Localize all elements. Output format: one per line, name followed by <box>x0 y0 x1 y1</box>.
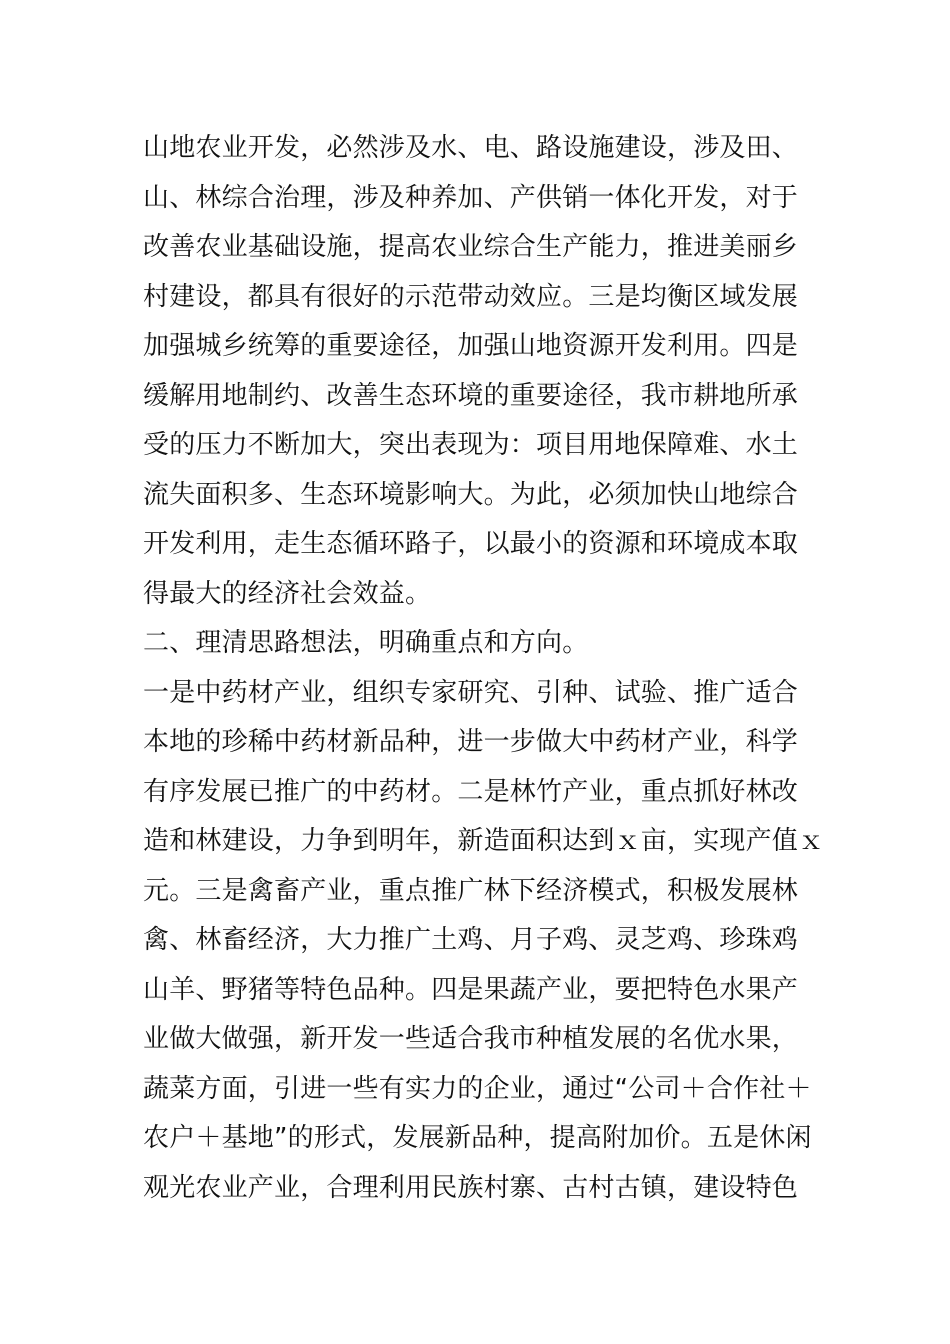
text-line: 山、林综合治理，涉及种养加、产供销一体化开发，对于 <box>143 182 799 213</box>
section-heading: 二、理清思路想法，明确重点和方向。 <box>143 628 589 658</box>
text-line: 流失面积多、生态环境影响大。为此，必须加快山地综合 <box>143 479 799 510</box>
text-line: 禽、林畜经济，大力推广土鸡、月子鸡、灵芝鸡、珍珠鸡 <box>143 925 799 955</box>
text-line: 山地农业开发，必然涉及水、电、路设施建设，涉及田、 <box>143 133 799 163</box>
text-line: 得最大的经济社会效益。 <box>143 578 432 609</box>
text-line: 改善农业基础设施，提高农业综合生产能力，推进美丽乡 <box>143 232 799 262</box>
text-line: 缓解用地制约、改善生态环境的重要途径，我市耕地所承 <box>143 380 799 411</box>
text-line: 一是中药材产业，组织专家研究、引种、试验、推广适合 <box>143 677 799 708</box>
text-line: 蔬菜方面，引进一些有实力的企业，通过“公司＋合作社＋ <box>143 1073 812 1104</box>
text-line: 本地的珍稀中药材新品种，进一步做大中药材产业，科学 <box>143 727 799 757</box>
text-line: 有序发展已推广的中药材。二是林竹产业，重点抓好林改 <box>143 776 799 807</box>
text-line: 受的压力不断加大，突出表现为：项目用地保障难、水土 <box>143 430 799 460</box>
text-line: 山羊、野猪等特色品种。四是果蔬产业，要把特色水果产 <box>143 974 799 1005</box>
text-line: 业做大做强，新开发一些适合我市种植发展的名优水果， <box>143 1024 799 1054</box>
document-body <box>143 124 823 1213</box>
text-line: 观光农业产业，合理利用民族村寨、古村古镇，建设特色 <box>143 1172 799 1203</box>
text-line: 农户＋基地”的形式，发展新品种，提高附加价。五是休闲 <box>143 1123 812 1153</box>
text-line: 村建设，都具有很好的示范带动效应。三是均衡区域发展 <box>143 281 799 312</box>
text-line: 元。三是禽畜产业，重点推广林下经济模式，积极发展林 <box>143 875 799 906</box>
text-line: 加强城乡统筹的重要途径，加强山地资源开发利用。四是 <box>143 331 799 361</box>
text-line: 开发利用，走生态循环路子，以最小的资源和环境成本取 <box>143 529 799 559</box>
text-line: 造和林建设，力争到明年，新造面积达到ｘ亩，实现产值ｘ <box>143 826 825 856</box>
